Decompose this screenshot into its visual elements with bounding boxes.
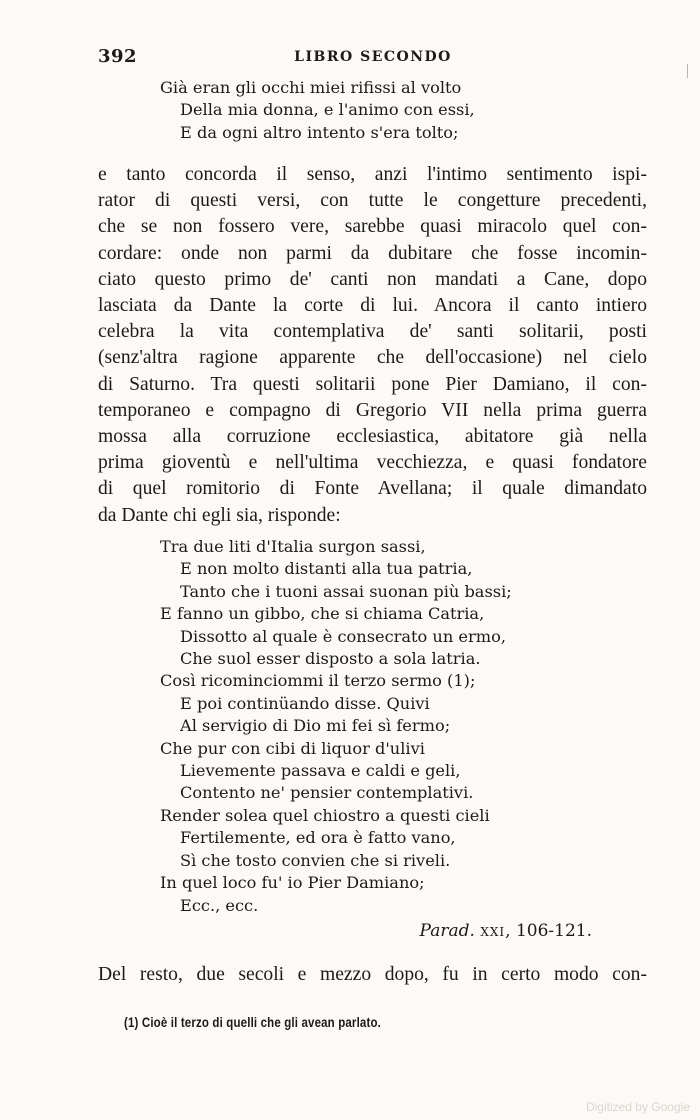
text-line: da Dante chi egli sia, risponde: (98, 504, 341, 526)
verse-line: Così ricominciommi il terzo sermo (1); (160, 671, 476, 691)
verse-line: Tra due liti d'Italia surgon sassi, (160, 537, 426, 556)
verse-block-quote (160, 536, 512, 917)
body-paragraph (98, 162, 647, 529)
running-head: LIBRO SECONDO (294, 49, 452, 65)
text-line: ciato questo primo de' canti non mandati a Cane, dopo (98, 268, 647, 290)
text-line: Del resto, due secoli e mezzo dopo, fu in certo modo con- (98, 964, 647, 985)
digitization-watermark: Digitized by Google (585, 1100, 690, 1114)
text-line: rator di questi versi, con tutte le congetture precedenti, (98, 190, 647, 212)
verse-line: Tanto che i tuoni assai suonan più bassi; (180, 581, 512, 601)
text-line: (senz'altra ragione apparente che dell'occasione) nel cielo (98, 347, 647, 369)
footnote: (1) Cioè il terzo di quelli che gli avean parlato. (124, 1014, 381, 1030)
verse-line: E non molto distanti alla tua patria, (180, 559, 473, 579)
verse-line: E da ogni altro intento s'era tolto; (180, 122, 459, 142)
verse-line: Fertilemente, ed ora è fatto vano, (180, 828, 456, 848)
verse-line: Contento ne' pensier contemplativi. (180, 783, 474, 803)
citation-book: Parad. (419, 921, 475, 941)
citation-verses: , 106-121. (505, 921, 592, 941)
text-line: temporaneo e compagno di Gregorio VII nella prima guerra (98, 399, 647, 421)
text-line: prima gioventù e nell'ultima vecchiezza, e quasi fondatore (98, 452, 647, 474)
margin-mark (687, 64, 688, 78)
verse-line: Sì che tosto convien che si riveli. (180, 850, 451, 870)
page-header (98, 46, 648, 72)
verse-line: Render solea quel chiostro a questi cieli (160, 805, 490, 825)
verse-line: Lievemente passava e caldi e geli, (180, 761, 461, 781)
page-number: 392 (98, 46, 138, 67)
text-line: di Saturno. Tra questi solitarii pone Pier Damiano, il con- (98, 373, 647, 395)
citation-canto: xxi (480, 921, 506, 941)
text-line: mossa alla corruzione ecclesiastica, abitatore già nella (98, 426, 647, 448)
text-line: e tanto concorda il senso, anzi l'intimo sentimento ispi- (98, 164, 647, 185)
verse-line: Che suol esser disposto a sola latria. (180, 649, 481, 669)
text-line: cordare: onde non parmi da dubitare che fosse incomin- (98, 242, 647, 264)
text-line: celebra la vita contemplativa de' santi solitarii, posti (98, 321, 647, 343)
body-paragraph-continued (98, 962, 647, 988)
text-line: che se non fossero vere, sarebbe quasi miracolo quel con- (98, 216, 647, 238)
verse-line: Già eran gli occhi miei rifissi al volto (160, 78, 462, 97)
text-line: di quel romitorio di Fonte Avellana; il quale dimandato (98, 478, 647, 500)
verse-line: E poi continüando disse. Quivi (180, 693, 430, 713)
verse-citation (420, 921, 592, 941)
text-line: lasciata da Dante la corte di lui. Ancora il canto intiero (98, 295, 647, 317)
verse-line: Della mia donna, e l'animo con essi, (180, 100, 475, 120)
verse-line: Al servigio di Dio mi fei sì fermo; (180, 716, 451, 736)
verse-line: Ecc., ecc. (180, 895, 259, 915)
verse-line: In quel loco fu' io Pier Damiano; (160, 873, 425, 893)
verse-block-top (160, 77, 475, 144)
verse-line: Che pur con cibi di liquor d'ulivi (160, 738, 425, 758)
verse-line: Dissotto al quale è consecrato un ermo, (180, 626, 506, 646)
verse-line: E fanno un gibbo, che si chiama Catria, (160, 604, 485, 624)
